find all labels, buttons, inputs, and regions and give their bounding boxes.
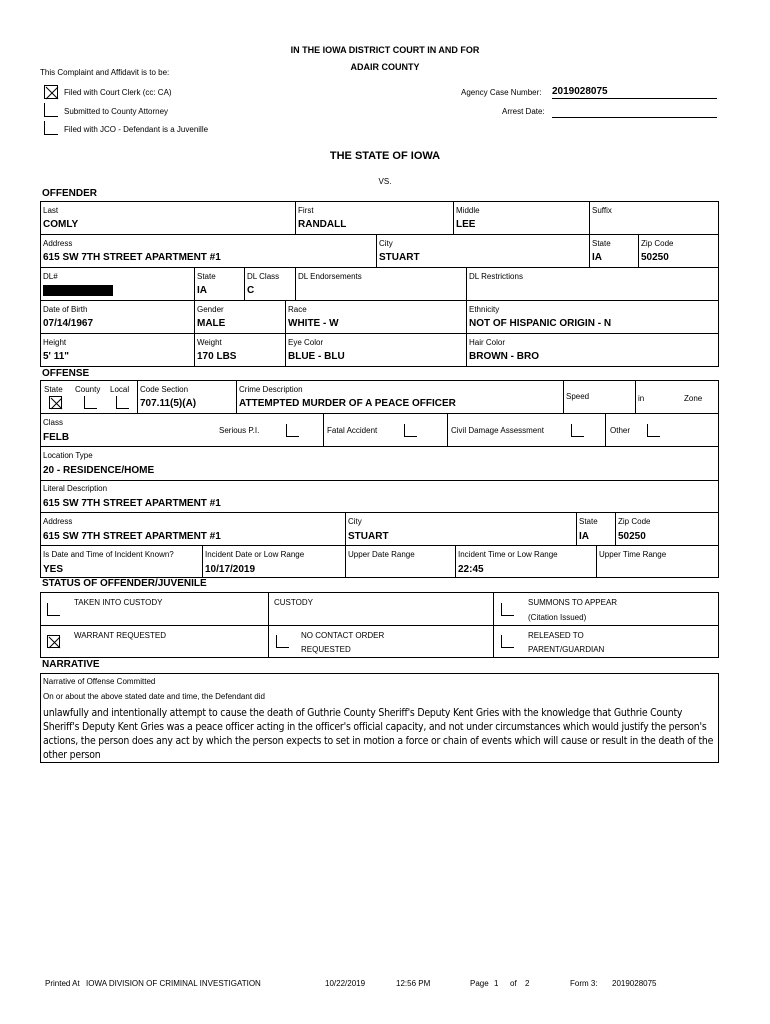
incident-zip-label: Zip Code <box>618 517 651 526</box>
footer-page-number: 1 <box>494 979 499 988</box>
summons-label: SUMMONS TO APPEAR <box>528 598 618 607</box>
footer-total-pages: 2 <box>525 979 530 988</box>
address-value: 615 SW 7TH STREET APARTMENT #1 <box>43 252 221 263</box>
eye-color-value: BLUE - BLU <box>288 351 345 362</box>
submitted-county-attorney-label: Submitted to County Attorney <box>64 107 169 116</box>
offense-county-checkbox[interactable] <box>84 396 97 409</box>
address-label: Address <box>43 239 73 248</box>
state-of-iowa-title: THE STATE OF IOWA <box>329 150 441 162</box>
arrest-date-label: Arrest Date: <box>502 107 545 116</box>
fatal-accident-checkbox[interactable] <box>404 424 417 437</box>
weight-label: Weight <box>197 338 222 347</box>
civil-damage-label: Civil Damage Assessment <box>451 426 544 435</box>
dob-label: Date of Birth <box>43 305 88 314</box>
last-name-label: Last <box>43 206 59 215</box>
dl-class-value: C <box>247 285 255 296</box>
code-section-value: 707.11(5)(A) <box>140 398 197 409</box>
class-value: FELB <box>43 432 70 443</box>
dob-value: 07/14/1967 <box>43 318 94 329</box>
released-to-checkbox[interactable] <box>501 635 514 648</box>
other-label: Other <box>610 426 631 435</box>
speed-in-label: in <box>638 394 645 403</box>
filed-court-clerk-label: Filed with Court Clerk (cc: CA) <box>64 88 172 97</box>
incident-city-value: STUART <box>348 531 389 542</box>
dl-state-value: IA <box>197 285 207 296</box>
zip-label: Zip Code <box>641 239 674 248</box>
footer-printed-at-label: Printed At <box>45 979 80 988</box>
incident-time-value: 22:45 <box>458 564 484 575</box>
offense-section-title: OFFENSE <box>42 368 90 379</box>
incident-time-label: Incident Time or Low Range <box>458 550 558 559</box>
narrative-label: Narrative of Offense Committed <box>43 677 156 686</box>
upper-time-label: Upper Time Range <box>599 550 667 559</box>
zone-label: Zone <box>684 394 703 403</box>
incident-address-value: 615 SW 7TH STREET APARTMENT #1 <box>43 531 221 542</box>
state-label: State <box>592 239 611 248</box>
submitted-county-attorney-checkbox[interactable] <box>44 103 58 117</box>
arrest-date-underline <box>552 117 717 118</box>
footer-time: 12:56 PM <box>396 979 431 988</box>
summons-checkbox[interactable] <box>501 603 514 616</box>
hair-color-value: BROWN - BRO <box>469 351 539 362</box>
crime-description-value: ATTEMPTED MURDER OF A PEACE OFFICER <box>239 398 456 409</box>
offense-box <box>40 380 719 578</box>
incident-state-value: IA <box>579 531 589 542</box>
offense-local-label: Local <box>110 385 130 394</box>
footer-date: 10/22/2019 <box>325 979 366 988</box>
eye-color-label: Eye Color <box>288 338 324 347</box>
parent-guardian-label: PARENT/GUARDIAN <box>528 645 605 654</box>
literal-description-label: Literal Description <box>43 484 108 493</box>
footer-page-label: Page <box>470 979 489 988</box>
dl-class-label: DL Class <box>247 272 280 281</box>
date-known-label: Is Date and Time of Incident Known? <box>43 550 174 559</box>
offense-state-label: State <box>44 385 63 394</box>
hair-color-label: Hair Color <box>469 338 506 347</box>
filed-court-clerk-checkbox[interactable] <box>44 85 58 99</box>
middle-name-label: Middle <box>456 206 480 215</box>
ethnicity-value: NOT OF HISPANIC ORIGIN - N <box>469 318 612 329</box>
agency-case-label: Agency Case Number: <box>461 88 542 97</box>
complaint-to-be-label: This Complaint and Affidavit is to be: <box>40 68 170 77</box>
weight-value: 170 LBS <box>197 351 237 362</box>
incident-zip-value: 50250 <box>618 531 646 542</box>
incident-date-label: Incident Date or Low Range <box>205 550 305 559</box>
court-title-line1: IN THE IOWA DISTRICT COURT IN AND FOR <box>290 45 480 55</box>
incident-address-label: Address <box>43 517 73 526</box>
offense-local-checkbox[interactable] <box>116 396 129 409</box>
fatal-accident-label: Fatal Accident <box>327 426 378 435</box>
taken-into-custody-label: TAKEN INTO CUSTODY <box>74 598 163 607</box>
incident-city-label: City <box>348 517 362 526</box>
narrative-intro: On or about the above stated date and time, the Defendant did <box>43 692 265 701</box>
released-to-label: RELEASED TO <box>528 631 584 640</box>
civil-damage-checkbox[interactable] <box>571 424 584 437</box>
other-checkbox[interactable] <box>647 424 660 437</box>
no-contact-order-label: NO CONTACT ORDER <box>301 631 385 640</box>
location-type-label: Location Type <box>43 451 93 460</box>
dl-endorsements-label: DL Endorsements <box>298 272 362 281</box>
footer-form-number: 2019028075 <box>612 979 657 988</box>
class-label: Class <box>43 418 64 427</box>
offense-state-checkbox[interactable] <box>49 396 62 409</box>
court-title-line2: ADAIR COUNTY <box>350 62 420 72</box>
footer-agency: IOWA DIVISION OF CRIMINAL INVESTIGATION <box>86 979 261 988</box>
dl-number-redaction <box>43 285 113 296</box>
location-type-value: 20 - RESIDENCE/HOME <box>43 465 155 476</box>
serious-pi-checkbox[interactable] <box>286 424 299 437</box>
dl-number-label: DL# <box>43 272 58 281</box>
narrative-text: unlawfully and intentionally attempt to cause the death of Guthrie County Sheriff's Deputy Kent Gries with the knowledge that Guthrie County Sheriff's Deputy Kent Gries was a peace officer acting in the officer's official capacity, and not under circumstances which would justify the person's actions, the person does any act by which the person expects to set in motion a force or chain of events which will cause or result in the death of the other person <box>43 707 714 761</box>
narrative-section-title: NARRATIVE <box>42 659 100 670</box>
gender-value: MALE <box>197 318 226 329</box>
date-known-value: YES <box>43 564 64 575</box>
dl-state-label: State <box>197 272 216 281</box>
footer-form-label: Form 3: <box>570 979 598 988</box>
incident-state-label: State <box>579 517 598 526</box>
incident-date-value: 10/17/2019 <box>205 564 256 575</box>
versus-label: VS. <box>378 177 392 186</box>
race-label: Race <box>288 305 307 314</box>
upper-date-label: Upper Date Range <box>348 550 415 559</box>
agency-case-number: 2019028075 <box>552 86 608 97</box>
agency-case-underline <box>552 98 717 99</box>
ethnicity-label: Ethnicity <box>469 305 500 314</box>
status-section-title: STATUS OF OFFENDER/JUVENILE <box>42 578 207 589</box>
code-section-label: Code Section <box>140 385 189 394</box>
filed-jco-checkbox[interactable] <box>44 121 58 135</box>
warrant-requested-label: WARRANT REQUESTED <box>74 631 167 640</box>
no-contact-requested-label: REQUESTED <box>301 645 351 654</box>
race-value: WHITE - W <box>288 318 339 329</box>
zip-value: 50250 <box>641 252 669 263</box>
citation-issued-label: (Citation Issued) <box>528 613 587 622</box>
last-name-value: COMLY <box>43 219 79 230</box>
crime-description-label: Crime Description <box>239 385 303 394</box>
state-value: IA <box>592 252 602 263</box>
filed-jco-label: Filed with JCO - Defendant is a Juvenille <box>64 125 209 134</box>
first-name-label: First <box>298 206 314 215</box>
footer-of-label: of <box>510 979 517 988</box>
middle-name-value: LEE <box>456 219 476 230</box>
first-name-value: RANDALL <box>298 219 347 230</box>
city-value: STUART <box>379 252 420 263</box>
suffix-label: Suffix <box>592 206 612 215</box>
literal-description-value: 615 SW 7TH STREET APARTMENT #1 <box>43 498 221 509</box>
height-value: 5' 11" <box>43 351 70 362</box>
gender-label: Gender <box>197 305 224 314</box>
serious-pi-label: Serious P.I. <box>219 426 260 435</box>
speed-label: Speed <box>566 392 590 401</box>
dl-restrictions-label: DL Restrictions <box>469 272 523 281</box>
city-label: City <box>379 239 393 248</box>
no-contact-order-checkbox[interactable] <box>276 635 289 648</box>
warrant-requested-checkbox[interactable] <box>47 635 60 648</box>
offender-section-title: OFFENDER <box>42 188 97 199</box>
taken-into-custody-checkbox[interactable] <box>47 603 60 616</box>
offender-box <box>40 201 719 367</box>
offense-county-label: County <box>75 385 101 394</box>
height-label: Height <box>43 338 67 347</box>
custody-label: CUSTODY <box>274 598 313 607</box>
